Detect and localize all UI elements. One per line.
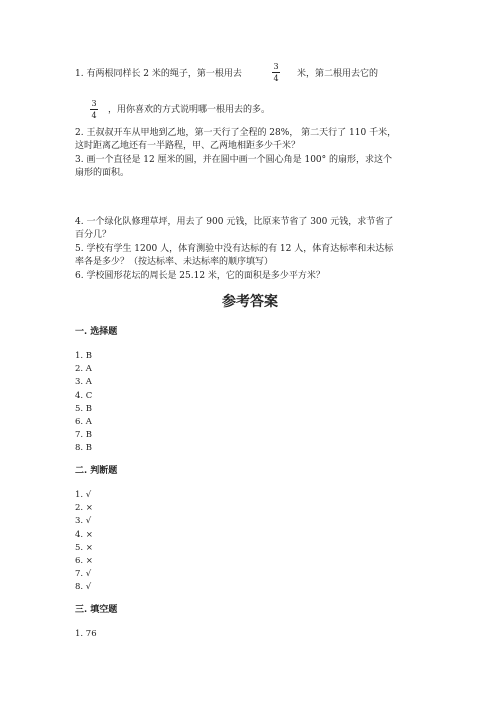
section-heading-choice: 一. 选择题: [75, 327, 118, 337]
problem-2-line-2: 这时距离乙地还有一半路程，甲、乙两地相距多少千米？: [75, 141, 301, 151]
answer-item: 8. B: [75, 443, 93, 454]
fraction-three-quarters: [88, 99, 100, 120]
answer-item: 1. 76: [75, 629, 97, 639]
fraction-three-quarters: [270, 62, 282, 83]
section-heading-fill-blank: 三. 填空题: [75, 605, 118, 615]
problem-5-line-2: 率各是多少？（按达标率、未达标率的顺序填写）: [75, 257, 274, 267]
problem-3-line-1: 3. 画一个直径是 12 厘米的圆，并在圆中画一个圆心角是 100° 的扇形，求这个: [75, 155, 393, 165]
answer-item: 2. A: [75, 364, 92, 375]
answer-item: 6. A: [75, 417, 92, 427]
answer-item: 8. √: [75, 582, 92, 593]
problem-2-line-1: 2. 王叔叔开车从甲地到乙地，第一天行了全程的 28%， 第二天行了 110 千米，: [75, 128, 397, 138]
problem-5-line-1: 5. 学校有学生 1200 人，体育测验中没有达标的有 12 人，体育达标率和未达标: [75, 244, 394, 254]
fraction-bar: [90, 109, 98, 110]
answer-item: 1. √: [75, 490, 92, 500]
fraction-numerator: 3: [91, 99, 97, 108]
fraction-bar: [272, 72, 280, 73]
answer-item: 6. ×: [75, 556, 93, 566]
fraction-denominator: 4: [91, 111, 97, 120]
answer-item: 5. B: [75, 403, 93, 414]
problem-1-text-a: 1. 有两根同样长 2 米的绳子，第一根用去: [75, 69, 242, 79]
problem-6-line-1: 6. 学校圆形花坛的周长是 25.12 米，它的面积是多少平方米？: [75, 271, 325, 281]
fraction-denominator: 4: [273, 74, 279, 83]
problem-4-line-1: 4. 一个绿化队修理草坪，用去了 900 元钱，比原来节省了 300 元钱，求节省了: [75, 217, 394, 227]
answer-item: 2. ×: [75, 503, 93, 514]
section-heading-judgement: 二. 判断题: [75, 466, 118, 476]
answer-item: 5. ×: [75, 542, 93, 553]
answer-item: 1. B: [75, 351, 93, 361]
answer-item: 4. ×: [75, 529, 93, 540]
problem-1-text-c: ，用你喜欢的方式说明哪一根用去的多。: [108, 105, 271, 115]
problem-4-line-2: 百分几？: [75, 230, 112, 240]
problem-3-line-2: 扇形的面积。: [75, 168, 130, 178]
answer-item: 7. √: [75, 569, 92, 580]
answers-title: 参考答案: [222, 294, 278, 310]
problem-1-text-b: 米，第二根用去它的: [297, 69, 379, 79]
answer-item: 7. B: [75, 430, 93, 441]
fraction-numerator: 3: [273, 62, 279, 71]
answer-item: 3. A: [75, 377, 92, 388]
answer-item: 4. C: [75, 390, 93, 401]
answer-item: 3. √: [75, 516, 92, 527]
